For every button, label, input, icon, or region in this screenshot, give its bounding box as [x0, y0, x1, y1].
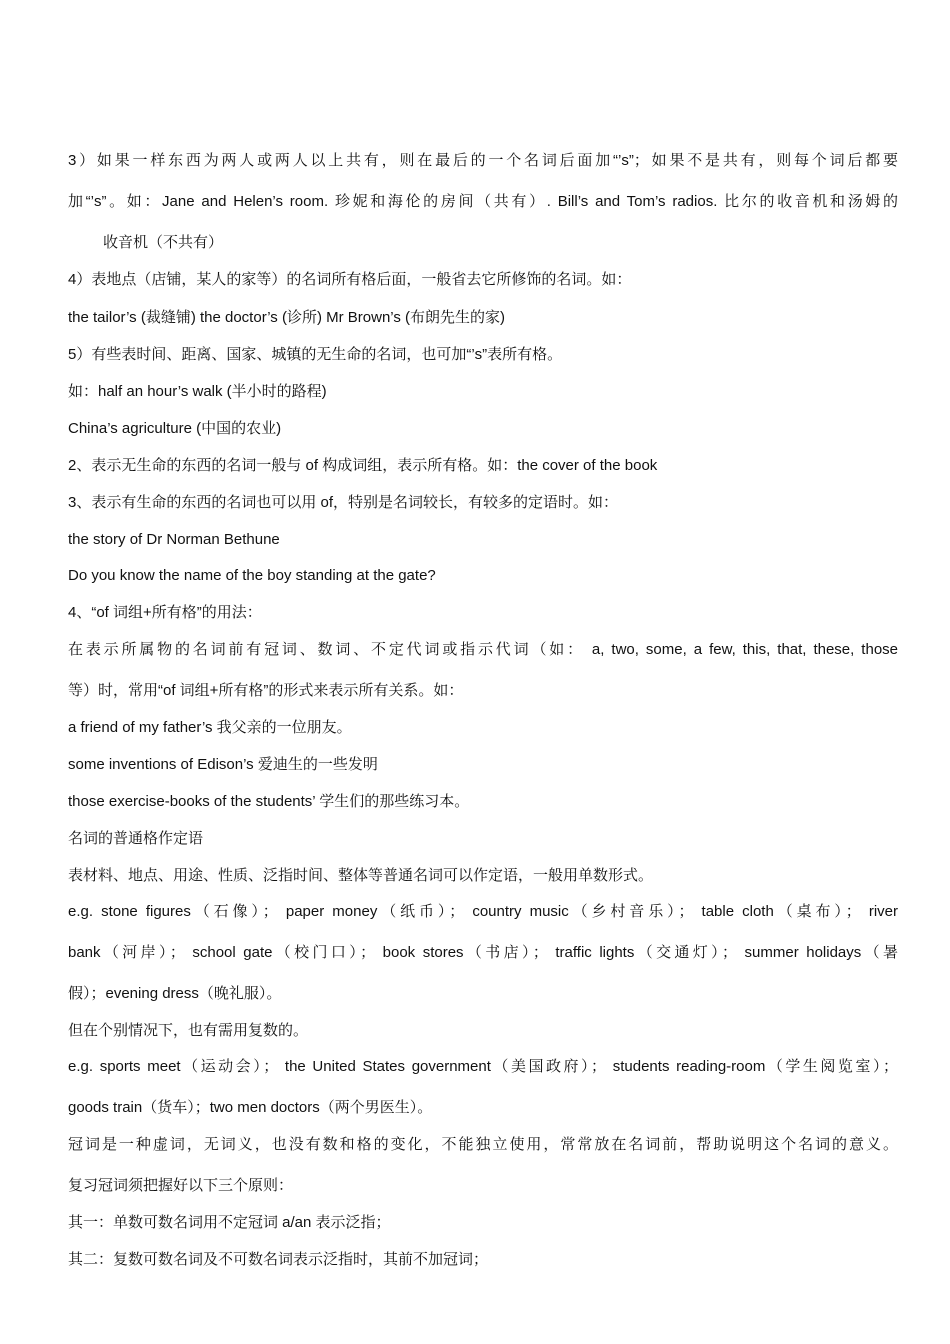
paragraph-line: Do you know the name of the boy standing at the gate? [68, 567, 436, 584]
paragraph-line: 4）表地点（店铺，某人的家等）的名词所有格后面，一般省去它所修饰的名词。如： [68, 271, 632, 288]
paragraph-line: some inventions of Edison’s 爱迪生的一些发明 [68, 756, 378, 773]
paragraph-line: 等）时，常用“of 词组+所有格”的形式来表示所有关系。如： [68, 682, 464, 699]
paragraph-line: 5）有些表时间、距离、国家、城镇的无生命的名词，也可加“’s”表所有格。 [68, 346, 563, 363]
paragraph-line: 在表示所属物的名词前有冠词、数词、不定代词或指示代词（如： a, two, some, a few, this, that, these, those [68, 641, 898, 658]
paragraph-line: 假）；evening dress（晚礼服）。 [68, 985, 282, 1002]
paragraph-line: 但在个别情况下，也有需用复数的。 [68, 1022, 309, 1039]
paragraph-line: 3）如果一样东西为两人或两人以上共有，则在最后的一个名词后面加“’s”；如果不是共有，则每个词后都要 [68, 152, 898, 169]
paragraph-line: 2、表示无生命的东西的名词一般与 of 构成词组，表示所有格。如：the cover of the book [68, 457, 658, 474]
paragraph-line: 加“’s”。如：Jane and Helen’s room. 珍妮和海伦的房间（共有）. Bill’s and Tom’s radios. 比尔的收音机和汤姆的 [68, 193, 898, 210]
paragraph-line: 其二：复数可数名词及不可数名词表示泛指时，其前不加冠词； [68, 1251, 489, 1268]
paragraph-line: goods train（货车）；two men doctors（两个男医生）。 [68, 1099, 433, 1116]
paragraph-line: the story of Dr Norman Bethune [68, 531, 280, 548]
paragraph-line: 如：half an hour’s walk (半小时的路程) [68, 383, 327, 400]
paragraph-line: e.g. stone figures（石像）； paper money（纸币）； country music（乡村音乐）； table cloth（桌布）； river [68, 903, 898, 920]
section-heading: 名词的普通格作定语 [68, 830, 204, 847]
paragraph-line: China’s agriculture (中国的农业) [68, 420, 282, 437]
paragraph-line: 表材料、地点、用途、性质、泛指时间、整体等普通名词可以作定语，一般用单数形式。 [68, 867, 654, 884]
paragraph-line: 复习冠词须把握好以下三个原则： [68, 1177, 294, 1194]
paragraph-line: 3、表示有生命的东西的名词也可以用 of，特别是名词较长，有较多的定语时。如： [68, 494, 619, 511]
paragraph-line: e.g. sports meet（运动会）； the United States government（美国政府）； students reading-room（学生阅览室）； [68, 1058, 898, 1075]
paragraph-line: 冠词是一种虚词，无词义，也没有数和格的变化，不能独立使用，常常放在名词前，帮助说明这个名词的意义。 [68, 1136, 898, 1153]
paragraph-line: those exercise-books of the students’ 学生们的那些练习本。 [68, 793, 470, 810]
paragraph-line: bank（河岸）； school gate（校门口）； book stores（书店）； traffic lights（交通灯）； summer holidays（暑 [68, 944, 898, 961]
paragraph-line: 4、“of 词组+所有格”的用法： [68, 604, 262, 621]
paragraph-line: 收音机（不共有） [103, 234, 224, 251]
paragraph-line: 其一：单数可数名词用不定冠词 a/an 表示泛指； [68, 1214, 391, 1231]
paragraph-line: a friend of my father’s 我父亲的一位朋友。 [68, 719, 352, 736]
paragraph-line: the tailor’s (裁缝铺) the doctor’s (诊所) Mr Brown’s (布朗先生的家) [68, 309, 506, 326]
